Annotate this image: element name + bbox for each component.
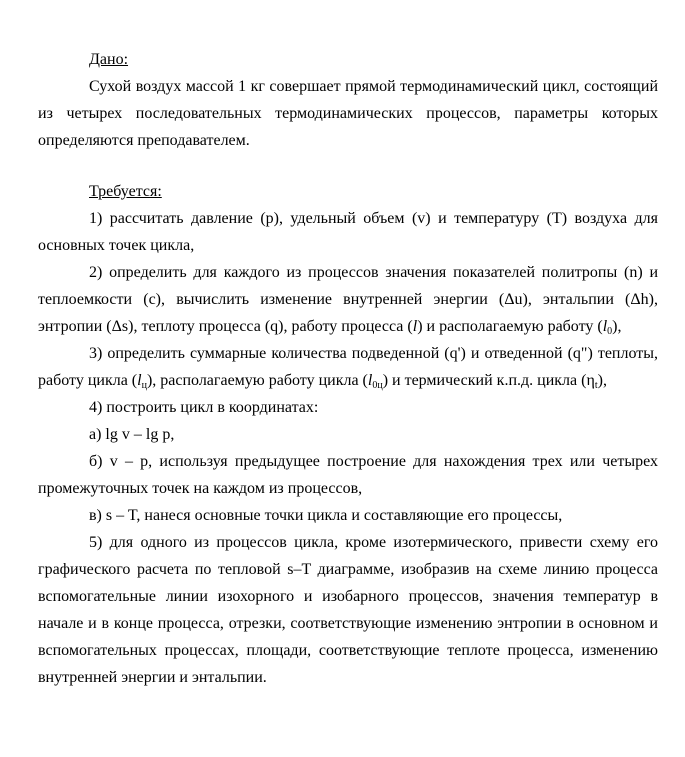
text-segment: ), bbox=[597, 372, 607, 389]
text-line bbox=[38, 664, 658, 691]
text-line bbox=[38, 73, 658, 100]
text-segment: 1) рассчитать давление (p), удельный объем (v) и температуру (T) воздуха для bbox=[89, 210, 658, 227]
text-line bbox=[38, 259, 658, 286]
subscript: t bbox=[594, 380, 598, 391]
text-segment: ) и располагаемую работу ( bbox=[417, 318, 603, 335]
text-segment: 4) построить цикл в координатах: bbox=[89, 399, 319, 416]
symbol: l bbox=[367, 372, 373, 389]
text-segment: вспомогательные линии изохорного и изобарного процессов, значения температур в bbox=[38, 588, 658, 605]
text-segment: в) s – T, нанеся основные точки цикла и составляющие его процессы, bbox=[89, 507, 563, 524]
text-segment: ) и термический к.п.д. цикла (η bbox=[382, 372, 595, 389]
symbol: l bbox=[602, 318, 608, 335]
text-segment: из четырех последовательных термодинамических процессов, параметры которых bbox=[38, 105, 658, 122]
text-line bbox=[38, 394, 658, 421]
text-segment: 2) определить для каждого из процессов значения показателей политропы (n) и bbox=[89, 264, 658, 281]
section-heading bbox=[38, 178, 658, 205]
text-segment: ), располагаемую работу цикла ( bbox=[146, 372, 368, 389]
text-segment: работу цикла ( bbox=[38, 372, 138, 389]
text-segment: внутренней энергии и энтальпии. bbox=[38, 669, 267, 686]
text-segment: Сухой воздух массой 1 кг совершает прямой термодинамический цикл, состоящий bbox=[89, 78, 658, 95]
spacer bbox=[38, 154, 658, 178]
subscript: ц bbox=[141, 380, 147, 391]
text-line bbox=[38, 556, 658, 583]
subscript: 0 bbox=[607, 326, 613, 337]
text-segment: промежуточных точек на каждом из процессов, bbox=[38, 480, 363, 497]
text-segment: энтропии (Δs), теплоту процесса (q), работу процесса ( bbox=[38, 318, 413, 335]
text-segment: Дано: bbox=[89, 51, 129, 68]
text-line bbox=[38, 340, 658, 367]
text-segment: 5) для одного из процессов цикла, кроме изотермического, привести схему его bbox=[89, 534, 658, 551]
subscript: 0ц bbox=[372, 380, 383, 391]
text-line bbox=[38, 583, 658, 610]
text-line bbox=[38, 313, 658, 340]
text-segment: 3) определить суммарные количества подведенной (q') и отведенной (q") теплоты, bbox=[89, 345, 658, 362]
text-line bbox=[38, 205, 658, 232]
text-line bbox=[38, 529, 658, 556]
text-line bbox=[38, 127, 658, 154]
section-heading bbox=[38, 46, 658, 73]
text-segment: Требуется: bbox=[89, 183, 162, 200]
text-line bbox=[38, 100, 658, 127]
symbol: l bbox=[412, 318, 418, 335]
text-segment: определяются преподавателем. bbox=[38, 132, 250, 149]
text-segment: ), bbox=[612, 318, 622, 335]
text-line bbox=[38, 610, 658, 637]
text-line bbox=[38, 421, 658, 448]
document-body bbox=[38, 46, 658, 691]
text-line bbox=[38, 367, 658, 394]
text-line bbox=[38, 232, 658, 259]
text-segment: начале и в конце процесса, отрезки, соответствующие изменению энтропии в основном и bbox=[38, 615, 658, 632]
text-line bbox=[38, 286, 658, 313]
text-segment: основных точек цикла, bbox=[38, 237, 195, 254]
text-segment: а) lg v – lg p, bbox=[89, 426, 175, 443]
text-line bbox=[38, 448, 658, 475]
text-segment: б) v – p, используя предыдущее построение для нахождения трех или четырех bbox=[89, 453, 658, 470]
text-segment: теплоемкости (c), вычислить изменение внутренней энергии (Δu), энтальпии (Δh), bbox=[38, 291, 658, 308]
symbol: l bbox=[137, 372, 142, 389]
text-line bbox=[38, 475, 658, 502]
text-segment: графического расчета по тепловой s–T диаграмме, изобразив на схеме линию процесса bbox=[38, 561, 658, 578]
text-line bbox=[38, 502, 658, 529]
text-line bbox=[38, 637, 658, 664]
text-segment: вспомогательных процессах, площади, соответствующие теплоте процесса, изменению bbox=[38, 642, 658, 659]
